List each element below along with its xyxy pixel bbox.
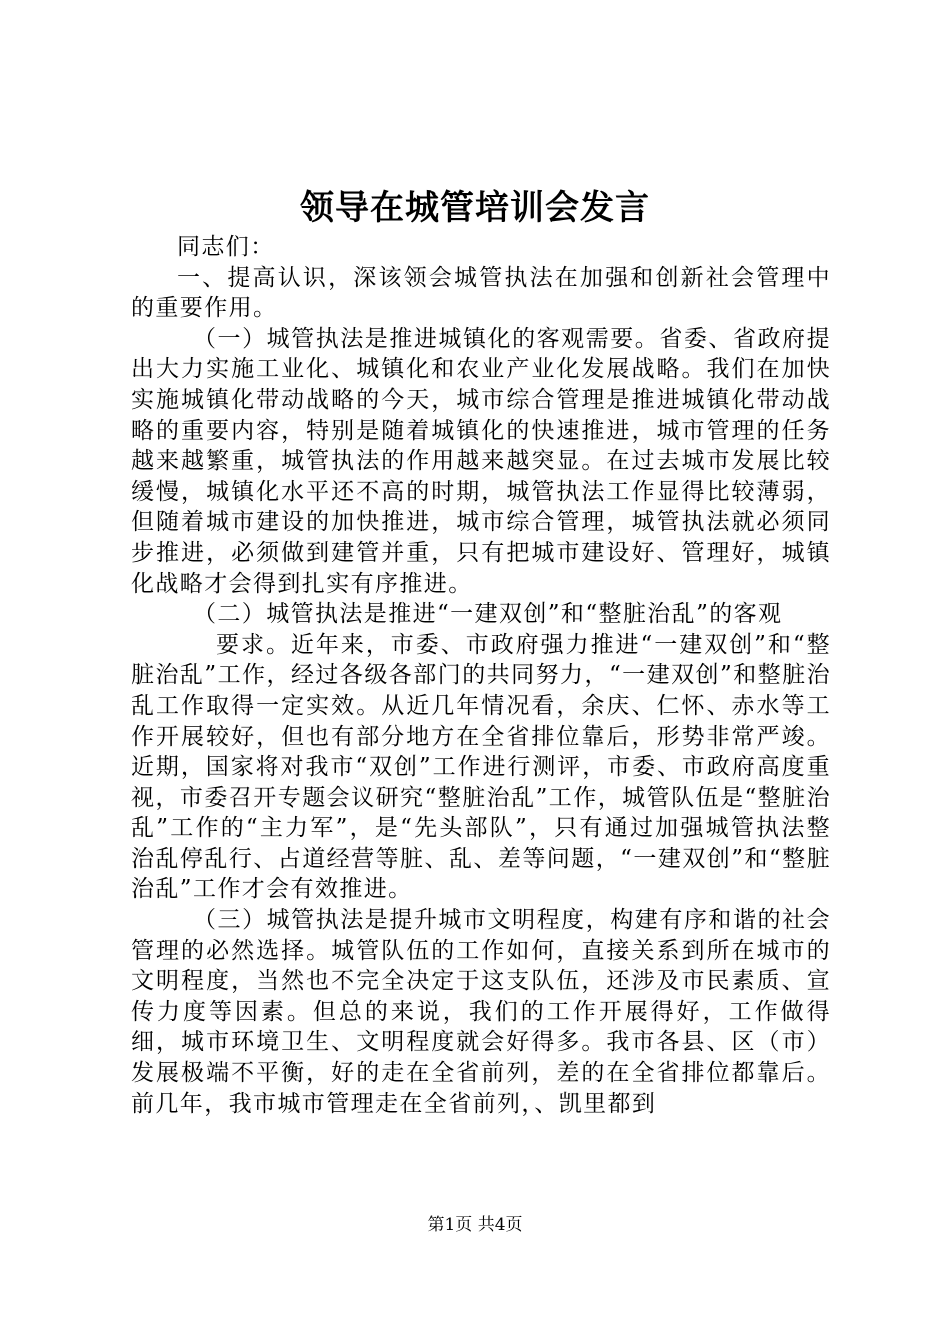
document-body <box>131 232 831 1119</box>
paragraph-point-2-heading: （二）城管执法是推进“一建双创”和“整脏治乱”的客观 <box>193 601 783 628</box>
paragraph-point-2-body: 要求。近年来，市委、市政府强力推进“一建双创”和“整脏治乱”工作，经过各级各部门的共同努力，“一建双创”和整脏治乱工作取得一定实效。从近几年情况看，余庆、仁怀、赤水等工作开展较好，但也有部分地方在全省排位靠后，形势非常严竣。近期，国家将对我市“双创”工作进行测评，市委、市政府高度重视，市委召开专题会议研究“整脏治乱”工作，城管队伍是“整脏治乱”工作的“主力军”，是“先头部队”，只有通过加强城管执法整治乱停乱行、占道经营等脏、乱、差等问题，“一建双创”和“整脏治乱”工作才会有效推进。 <box>131 631 831 903</box>
document-title: 领导在城管培训会发言 <box>300 188 650 228</box>
paragraph-point-1: （一）城管执法是推进城镇化的客观需要。省委、省政府提出大力实施工业化、城镇化和农业产业化发展战略。我们在加快实施城镇化带动战略的今天，城市综合管理是推进城镇化带动战略的重要内容，特别是随着城镇化的快速推进，城市管理的任务越来越繁重，城管执法的作用越来越突显。在过去城市发展比较缓慢，城镇化水平还不高的时期，城管执法工作显得比较薄弱，但随着城市建设的加快推进，城市综合管理，城管执法就必须同步推进，必须做到建管并重，只有把城市建设好、管理好，城镇化战略才会得到扎实有序推进。 <box>131 325 831 597</box>
page-number-footer: 第1页 共4页 <box>427 1215 523 1235</box>
salutation-paragraph: 同志们： <box>177 234 275 260</box>
paragraph-point-3: （三）城管执法是提升城市文明程度，构建有序和谐的社会管理的必然选择。城管队伍的工作如何，直接关系到所在城市的文明程度，当然也不完全决定于这支队伍，还涉及市民素质、宣传力度等因素。但总的来说，我们的工作开展得好，工作做得细，城市环境卫生、文明程度就会好得多。我市各县、区（市）发展极端不平衡，好的走在全省前列，差的在全省排位都靠后。前几年，我市城市管理走在全省前列，、凯里都到 <box>131 907 831 1117</box>
section-heading-1: 一、提高认识，深该领会城管执法在加强和创新社会管理中的重要作用。 <box>131 264 831 322</box>
